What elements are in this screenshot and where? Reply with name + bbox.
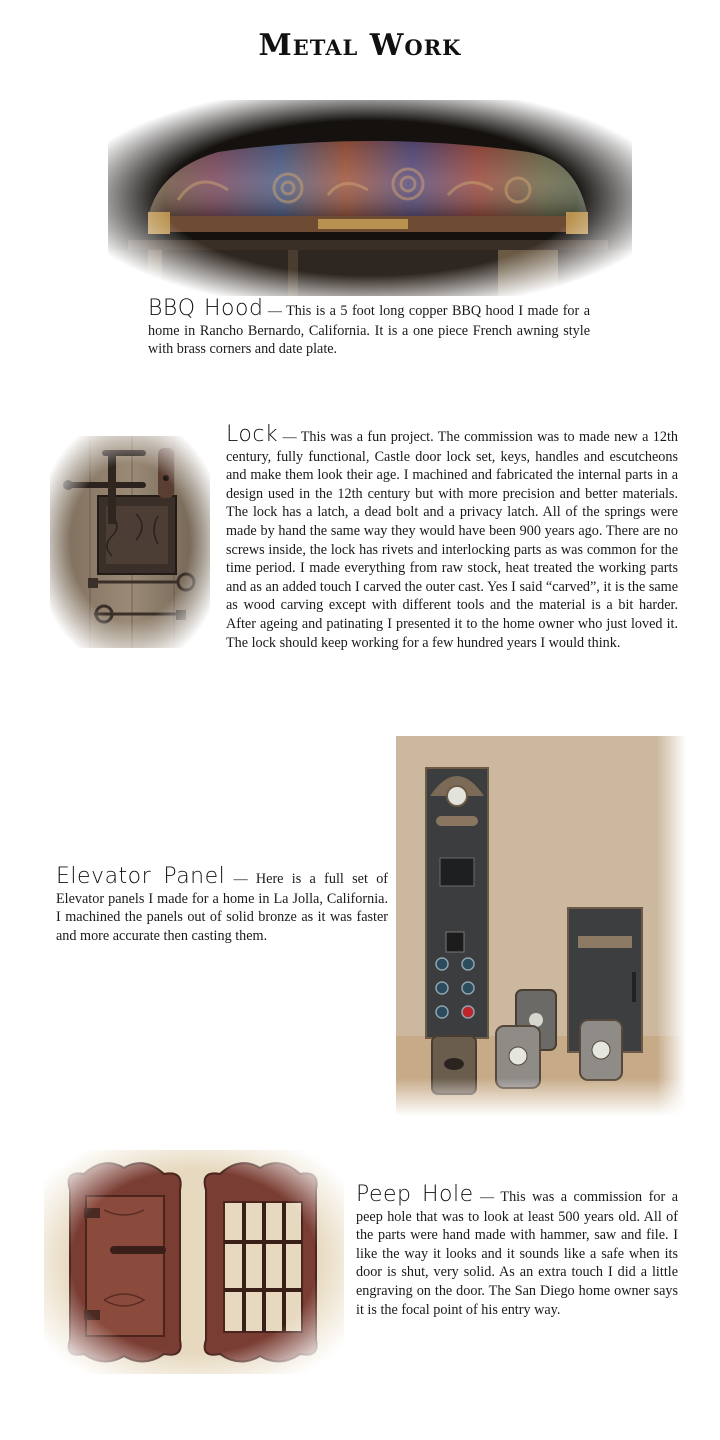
peep-hole-description	[356, 1182, 678, 1319]
peep-hole-photo	[44, 1150, 344, 1374]
lock-photo	[50, 436, 210, 648]
peep-hole-body: This was a commission for a peep hole that was to look at least 500 years old. All of the parts were hand made with hammer, saw and file. I like the way it looks and it sounds like a safe when its door is shut, very solid. As an extra touch I did a little engraving on the door. The San Diego home owner says it is the focal point of his entry way.	[356, 1189, 678, 1318]
page-title: Metal Work	[258, 28, 462, 63]
lock-body: This was a fun project. The commission was to made new a 12th century, fully functional, Castle door lock set, keys, handles and escutcheons and make them look their age. I machined and fabricated the internal parts in a design used in the 12th century but with more precision and better materials. The lock has a latch, a dead bolt and a privacy latch. All of the springs were made by hand the same way they would have been 900 years ago. There are no screws inside, the lock has rivets and interlocking parts as was common for the time period. I made everything from raw stock, heat treated the working parts and as an added touch I carved the outer cast. Yes I said “carved”, it is the same as wood carving except with different tools and the material is a bit harder. After ageing and patinating I presented it to the home owner who just loved it. The lock should keep working for a few hundred years I would think.	[226, 429, 679, 651]
heading-dash: —	[480, 1190, 495, 1205]
lock-heading: Lock	[226, 422, 279, 447]
heading-dash: —	[233, 872, 248, 887]
elevator-panel-heading: Elevator Panel	[56, 864, 226, 889]
bbq-hood-photo	[108, 100, 632, 296]
bbq-hood-description	[148, 296, 590, 359]
elevator-panel-description	[56, 864, 389, 945]
lock-description	[226, 422, 679, 652]
elevator-panel-photo	[396, 736, 686, 1116]
heading-dash: —	[282, 430, 297, 445]
elevator-panel-body: Here is a full set of Elevator panels I made for a home in La Jolla, California. I machined the panels out of solid bronze as it was faster and more accurate then casting them.	[56, 871, 389, 944]
bbq-hood-body: This is a 5 foot long copper BBQ hood I made for a home in Rancho Bernardo, California. It is a one piece French awning style with brass corners and date plate.	[148, 303, 590, 358]
peep-hole-heading: Peep Hole	[356, 1182, 474, 1207]
bbq-hood-heading: BBQ Hood	[148, 296, 264, 321]
heading-dash: —	[267, 304, 282, 319]
